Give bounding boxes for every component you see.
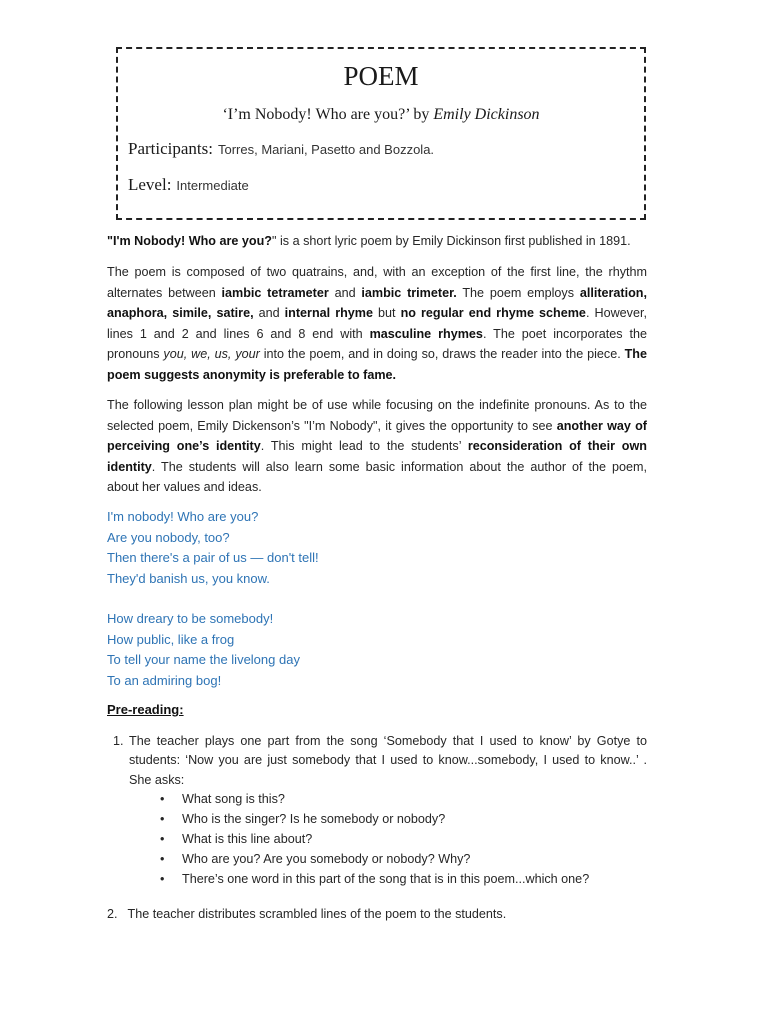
intro-title: "I'm Nobody! Who are you?: [107, 234, 272, 248]
list-item: [160, 849, 589, 869]
intro-text: " is a short lyric poem by Emily Dickinson first published in 1891.: [272, 234, 631, 248]
para-text: and: [328, 285, 362, 300]
para-bold: iambic trimeter.: [361, 285, 457, 300]
lesson-plan-paragraph: [107, 395, 647, 498]
poem-line: How public, like a frog: [107, 631, 235, 647]
para-text: The poem employs: [456, 285, 580, 300]
para-text: into the poem, and in doing so, draws the reader into the piece.: [259, 347, 625, 362]
bullet-icon: •: [160, 832, 165, 846]
list-item-2: [107, 907, 506, 921]
bullet-text: What is this line about?: [182, 832, 313, 846]
poem-line: I'm nobody! Who are you?: [107, 509, 259, 524]
para-bold: another way of perceiving one’s identity: [107, 418, 647, 454]
participants-label: Participants:: [128, 139, 213, 158]
para-bold: reconsideration of their own identity: [107, 439, 647, 474]
poem-line: How dreary to be somebody!: [107, 611, 274, 626]
para-bold: iambic tetrameter: [221, 285, 329, 300]
para-bold: no regular end rhyme scheme: [400, 306, 586, 321]
question-bullet-list: [160, 789, 589, 889]
para-text: and: [253, 306, 285, 321]
para-bold: masculine rhymes: [369, 326, 483, 341]
list-item: [160, 809, 589, 829]
poem-analysis-paragraph: [107, 262, 647, 386]
page-title: POEM: [343, 61, 419, 91]
para-bold: internal rhyme: [284, 306, 373, 321]
poem-stanza-1: [107, 507, 319, 590]
list-item: [160, 789, 589, 809]
level-label: Level:: [128, 175, 172, 194]
author-name: Emily Dickinson: [433, 106, 540, 123]
bullet-icon: •: [160, 812, 165, 826]
bullet-icon: •: [160, 792, 165, 806]
list-item: [160, 869, 589, 889]
list-number: 1.: [113, 734, 124, 748]
header-box: [116, 47, 646, 220]
bullet-icon: •: [160, 872, 165, 886]
participants-value: Torres, Mariani, Pasetto and Bozzola.: [217, 142, 435, 157]
bullet-text: Who is the singer? Is he somebody or nobody?: [182, 812, 446, 826]
para-text: . However, lines 1 and 2 and lines 6 and 8 end with: [107, 306, 647, 341]
bullet-text: What song is this?: [182, 792, 285, 806]
poem-line: To tell your name the livelong day: [107, 652, 300, 668]
level-row: [128, 175, 249, 195]
poem-line: Are you nobody, too?: [107, 529, 230, 545]
poem-line: They'd banish us, you know.: [107, 571, 270, 587]
para-text: . The poet incorporates the pronouns: [107, 326, 647, 362]
para-italic: you, we, us, your: [163, 347, 260, 362]
para-text: but: [373, 306, 401, 321]
para-text: . The students will also learn some basic information about the author of the poem, about her values and ideas.: [107, 459, 647, 495]
list-item: [160, 829, 589, 849]
para-text: The poem is composed of two quatrains, and, with an exception of the first line, the rhythm alternates between: [107, 265, 647, 300]
para-text: . This might lead to the students’: [260, 439, 468, 454]
bullet-icon: •: [160, 852, 165, 866]
prereading-heading: Pre-reading:: [107, 702, 184, 717]
poem-line: To an admiring bog!: [107, 673, 222, 689]
poem-line: Then there's a pair of us — don't tell!: [107, 550, 319, 566]
poem-stanza-2: [107, 609, 300, 692]
subtitle-text: ‘I’m Nobody! Who are you?’ by: [222, 106, 434, 123]
level-value: Intermediate: [176, 178, 249, 193]
para-text: The following lesson plan might be of use while focusing on the indefinite pronouns. As to the selected poem, Emily Dickenson’s "I’m Nobody", it gives the opportunity to see: [107, 398, 647, 433]
list-item-text: The teacher plays one part from the song ‘Somebody that I used to know’ by Gotye to students: ‘Now you are just somebody that I used to know...somebody, I used to know..’ . She asks:: [129, 734, 647, 787]
list-number: 2.: [107, 907, 118, 921]
bullet-text: Who are you? Are you somebody or nobody? Why?: [182, 852, 471, 866]
participants-row: [128, 139, 434, 159]
poem-subtitle: [118, 106, 644, 124]
bullet-text: There’s one word in this part of the song that is in this poem...which one?: [182, 872, 590, 886]
para-bold: alliteration, anaphora, simile, satire,: [107, 285, 647, 321]
list-item-text: The teacher distributes scrambled lines of the poem to the students.: [127, 907, 507, 921]
para-bold: The poem suggests anonymity is preferable to fame.: [107, 347, 647, 382]
list-item-1: [113, 732, 647, 790]
intro-paragraph: [107, 231, 647, 252]
